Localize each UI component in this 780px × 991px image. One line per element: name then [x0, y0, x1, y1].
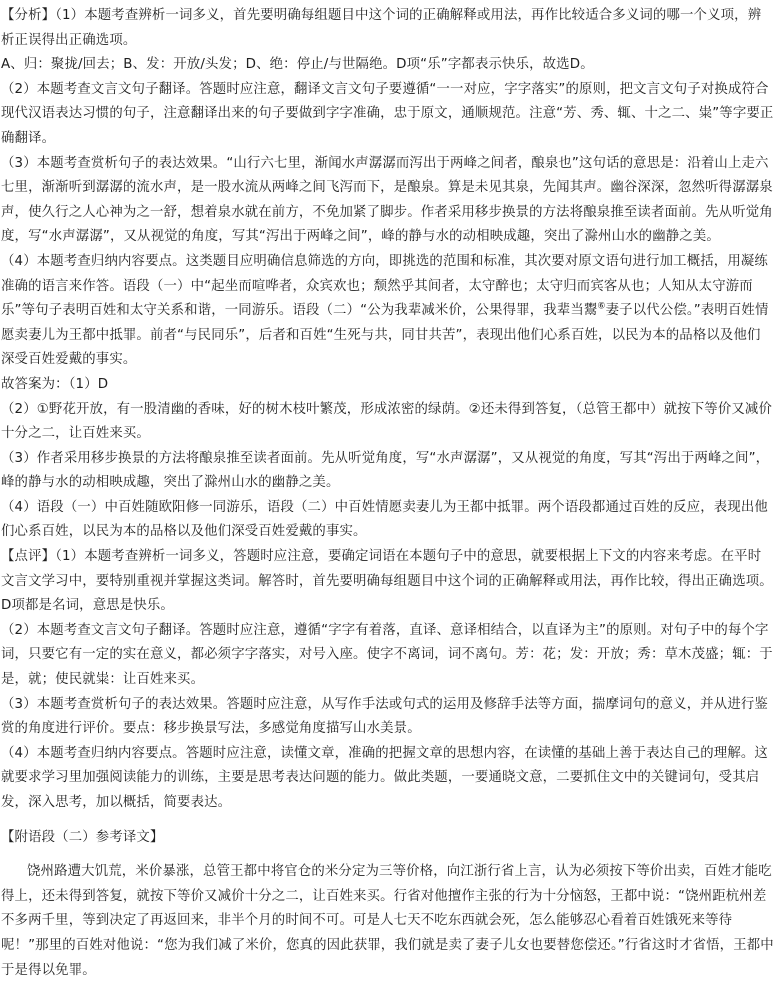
analysis-paragraph-5 — [1, 250, 774, 373]
answer-paragraph-3: （3）作者采用移步换景的方法将酿泉推至读者面前。先从听觉角度，写“水声潺潺”，又从视觉的角度，写其“泻出于两峰之间”，峰的静与水的动相映成趣，突出了滁州山水的幽静之美。 — [1, 450, 770, 491]
analysis-paragraph-3: （2）本题考查文言文句子翻译。答题时应注意，翻译文言文句子要遵循“一一对应，字字落实”的原则，把文言文句子对换成符合现代汉语表达习惯的句子，注意翻译出来的句子要做到字字准确，忠于原文，通顺规范。注意“芳、秀、辄、十之二、粜”等字要正确翻译。 — [1, 81, 774, 146]
analysis-paragraph-5-part-b: 妻子以代公偿。”表明百姓情愿卖妻儿为王都中抵罪。前者“与民同乐”，后者和百姓“生死与共，同甘共苦”，表现出他们心系百姓，以民为本的品格以及他们深受百姓爱戴的事实。 — [1, 303, 769, 368]
answer-heading-line: 故答案为：（1）D — [1, 376, 109, 392]
analysis-section — [1, 4, 774, 816]
comment-paragraph-4: （4）本题考查归纳内容要点。答题时应注意，读懂文章，准确的把握文章的思想内容，在读懂的基础上善于表达自己的理解。这就要求学习里加强阅读能力的训练，主要是思考表达问题的能力。做此类题，一要通晓文意，二要抓住文中的关键词句，受其启发，深入思考，加以概括，简要表达。 — [1, 745, 768, 810]
analysis-paragraph-5-part-a: （4）本题考查归纳内容要点。这类题目应明确信息筛选的方向，即挑选的范围和标准，其次要对原文语句进行加工概括，用凝练准确的语言来作答。语段（一）中“起坐而喧哗者，众宾欢也；颓然乎其间者，太守醉也；太守归而宾客从也；人知从太守游而乐”等句子表明百姓和太守关系和谐，一同游乐。语段（二）“公为我辈减米价，公果得罪，我辈当鬻 — [1, 253, 768, 319]
footnote-marker: ⑥ — [597, 301, 606, 312]
translation-section — [1, 826, 774, 984]
comment-paragraph-2: （2）本题考查文言文句子翻译。答题时应注意，遵循“字字有着落，直译、意译相结合，以直译为主”的原则。对句子中的每个字词，只要它有一定的实在意义，都必须字字落实，对号入座。使字不离词，词不离句。芳：花；发：开放；秀：草木茂盛；辄：于是，就；使民就粜：让百姓来买。 — [1, 622, 773, 688]
analysis-paragraph-4: （3）本题考查赏析句子的表达效果。“山行六七里，渐闻水声潺潺而泻出于两峰之间者，酿泉也”这句话的意思是：沿着山上走六七里，渐渐听到潺潺的流水声，是一股水流从两峰之间飞泻而下，是酿泉。算是未见其泉，先闻其声。幽谷深深，忽然听得潺潺泉声，使久行之人心神为之一舒，想着泉水就在前方，不免加紧了脚步。作者采用移步换景的方法将酿泉推至读者面前。先从听觉角度，写“水声潺潺”，又从视觉的角度，写其“泻出于两峰之间”，峰的静与水的动相映成趣，突出了滁州山水的幽静之美。 — [1, 155, 773, 245]
analysis-paragraph-1: 【分析】（1）本题考查辨析一词多义，首先要明确每组题目中这个词的正确解释或用法，再作比较适合多义词的哪一个义项，辨析正误得出正确选项。 — [1, 8, 762, 48]
comment-paragraph-1: 【点评】（1）本题考查辨析一词多义，答题时应注意，要确定词语在本题句子中的意思，就要根据上下文的内容来考虑。在平时文言文学习中，要特别重视并掌握这类词。解答时，首先要明确每组题目中这个词的正确解释或用法，再作比较，得出正确选项。D项都是名词，意思是快乐。 — [1, 549, 773, 614]
answer-paragraph-2: （2）①野花开放，有一股清幽的香味，好的树木枝叶繁茂，形成浓密的绿荫。②还未得到答复，（总管王都中）就按下等价又减价十分之二，让百姓来买。 — [1, 401, 773, 442]
section-gap — [1, 816, 774, 826]
comment-paragraph-3: （3）本题考查赏析句子的表达效果。答题时应注意，从写作手法或句式的运用及修辞手法等方面，揣摩词句的意义，并从进行鉴赏的角度进行评价。要点：移步换景写法，多感觉角度描写山水美景。 — [1, 696, 768, 737]
translation-title: 【附语段（二）参考译文】 — [1, 829, 164, 845]
translation-body: 饶州路遭大饥荒，米价暴涨，总管王都中将官仓的米分定为三等价格，向江浙行省上言，认为必须按下等价出卖，百姓才能吃得上，还未得到答复，就按下等价又减价十分之二，让百姓来买。行省对他擅作主张的行为十分恼怒，王都中说：“饶州距杭州差不多两千里，等到决定了再返回来，非半个月的时间不可。可是人七天不吃东西就会死，怎么能够忍心看着百姓饿死来等待呢！”那里的百姓对他说：“您为我们减了米价，您真的因此获罪，我们就是卖了妻子儿女也要替您偿还。”行省这时才省悟，王都中于是得以免罪。 — [1, 864, 774, 978]
analysis-paragraph-2: A、归：聚拢/回去；B、发：开放/头发；D、绝：停止/与世隔绝。D项“乐”字都表示快乐，故选D。 — [1, 57, 594, 73]
answer-paragraph-4: （4）语段（一）中百姓随欧阳修一同游乐，语段（二）中百姓情愿卖妻儿为王都中抵罪。两个语段都通过百姓的反应，表现出他们心系百姓，以民为本的品格以及他们深受百姓爱戴的事实。 — [1, 499, 768, 540]
